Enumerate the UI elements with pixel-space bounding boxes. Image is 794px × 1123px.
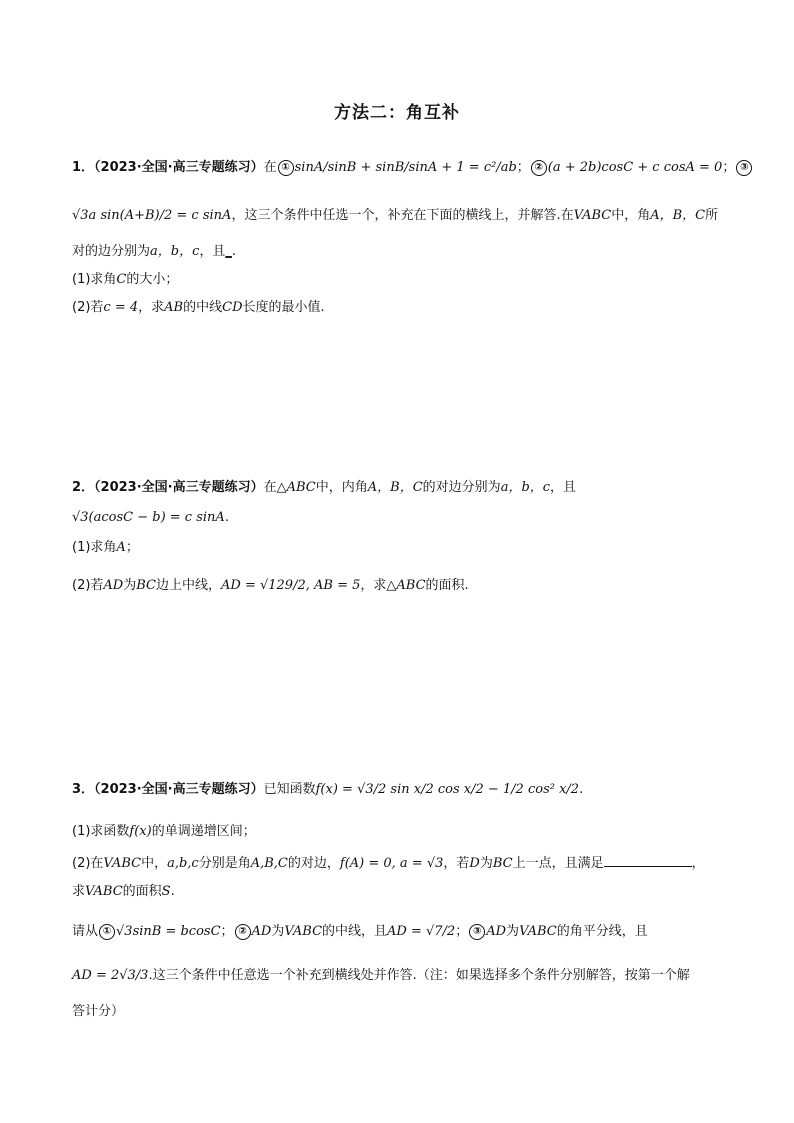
q2-part-2-mid2: 边上中线， xyxy=(156,578,222,593)
q3-option-3-seg: AD xyxy=(486,924,507,939)
q3-part-1 xyxy=(72,822,732,842)
q3-option-1: √3sinB = bcosC xyxy=(116,924,221,939)
q2-source: （2023·全国·高三专题练习） xyxy=(94,480,264,495)
q1-body-2: 中，角 xyxy=(611,208,651,223)
q1-option-2-marker: ② xyxy=(531,160,547,176)
q1-source: （2023·全国·高三专题练习） xyxy=(94,160,264,175)
q2-part-2-cond: AD = √129/2, AB = 5 xyxy=(221,578,361,593)
q3-part-2-g: 的对边， xyxy=(287,856,340,871)
q3-end-1: .这三个条件中任意选一个补充到横线处并作答.（注：如果选择多个条件分别解答，按第一个解 xyxy=(148,968,690,983)
q1-intro: 在 xyxy=(263,160,277,175)
q2-part-2-end: 的面积. xyxy=(425,578,469,593)
q1-part-2-cond: c = 4 xyxy=(103,300,139,315)
q3-part-2-a: (2)在 xyxy=(72,856,104,871)
q3-part-2-n: ， xyxy=(691,856,705,871)
q1-angles: A，B，C xyxy=(650,208,706,223)
q2-body-1: 中，内角 xyxy=(315,480,368,495)
q3-option-3-tri: VABC xyxy=(519,924,557,939)
q3-part-2-area: S xyxy=(161,884,171,899)
q2-condition: √3(acosC − b) = c sinA xyxy=(72,510,225,525)
q3-option-3-b: 为 xyxy=(506,924,520,939)
q1-part-1-text: (1)求角 xyxy=(72,272,117,287)
q1-body-2c: 所 xyxy=(705,208,719,223)
q3-function-end: . xyxy=(579,782,584,797)
q3-part-2-k: 为 xyxy=(479,856,493,871)
q1-condition-2: (a + 2b)cosC + c cosA = 0 xyxy=(547,160,723,175)
q1-line-2 xyxy=(72,206,732,226)
q2-part-2-tri: △ABC xyxy=(386,578,426,593)
q3-end-line-2 xyxy=(72,1002,732,1022)
q3-end-2: 答计分） xyxy=(72,1004,125,1019)
q2-intro: 在 xyxy=(263,480,277,495)
q1-sep-1: ； xyxy=(516,160,530,175)
q2-part-2 xyxy=(72,576,732,596)
q2-part-2-text: (2)若 xyxy=(72,578,104,593)
q3-intro: 已知函数 xyxy=(263,782,316,797)
q1-option-1-marker: ① xyxy=(278,160,294,176)
q3-option-3-marker: ③ xyxy=(469,924,485,940)
q2-part-1-text: (1)求角 xyxy=(72,540,117,555)
q1-triangle: VABC xyxy=(573,208,612,223)
q1-blank: _ xyxy=(225,244,232,259)
q2-part-1-end: ； xyxy=(125,540,139,555)
q3-part-2-e: 分别是角 xyxy=(198,856,251,871)
q1-number: 1． xyxy=(72,160,95,175)
q1-part-1-end: 的大小； xyxy=(126,272,179,287)
q3-option-2-b: 为 xyxy=(271,924,285,939)
q2-triangle: △ABC xyxy=(276,480,316,495)
q2-body-1c: 的对边分别为 xyxy=(422,480,501,495)
q1-part-2-mid: ，求 xyxy=(138,300,165,315)
q1-part-2-seg: AB xyxy=(164,300,184,315)
q2-sides: a，b，c xyxy=(500,480,551,495)
q3-option-2-cond: AD = √7/2 xyxy=(387,924,456,939)
q1-part-2-median: CD xyxy=(222,300,243,315)
q3-answer-blank xyxy=(604,854,692,867)
q2-part-1-var: A xyxy=(116,540,126,555)
q3-part-1-text: (1)求函数 xyxy=(72,824,130,839)
q3-part-1-end: 的单调递增区间； xyxy=(151,824,256,839)
q3-option-2-end: ； xyxy=(455,924,469,939)
q1-condition-3: √3a sin(A+B)/2 = c sinA xyxy=(72,208,232,223)
q2-body-1e: ，且 xyxy=(550,480,577,495)
q1-body-3: 对的边分别为 xyxy=(72,244,151,259)
q2-part-2-side: BC xyxy=(136,578,156,593)
q1-part-2-mid2: 的中线 xyxy=(183,300,223,315)
q2-part-2-mid3: ，求 xyxy=(360,578,387,593)
q1-part-2-text: (2)若 xyxy=(72,300,104,315)
q3-part-2-side: BC xyxy=(492,856,513,871)
q3-option-2-marker: ② xyxy=(235,924,251,940)
q3-function: f(x) = √3/2 sin x/2 cos x/2 − 1/2 cos² x/2 xyxy=(315,782,580,797)
q3-part-1-func: f(x) xyxy=(129,824,152,839)
q1-part-1 xyxy=(72,270,732,290)
q3-part-2-i: ，若 xyxy=(443,856,470,871)
q3-option-3-cond: AD = 2√3/3 xyxy=(72,968,149,983)
q1-sides: a，b，c xyxy=(150,244,200,259)
q1-part-1-var: C xyxy=(116,272,127,287)
q3-part-2-line-1 xyxy=(72,854,732,874)
q3-part-2-point: D xyxy=(469,856,480,871)
q3-end-line-1 xyxy=(72,966,732,986)
q1-condition-1: sinA/sinB + sinB/sinA + 1 = c²/ab xyxy=(294,160,517,175)
q3-option-3-d: 的角平分线，且 xyxy=(556,924,648,939)
q1-line-1 xyxy=(72,158,749,178)
q3-part-2-angles: A,B,C xyxy=(250,856,288,871)
q3-option-2-tri: VABC xyxy=(284,924,323,939)
q3-part-2-line-2 xyxy=(72,882,732,902)
q2-line-1 xyxy=(72,478,732,498)
q1-body-3e: . xyxy=(231,244,237,259)
q3-option-1-marker: ① xyxy=(99,924,115,940)
q3-part-2-q: 的面积 xyxy=(122,884,162,899)
q3-option-2-seg: AD xyxy=(251,924,272,939)
q3-option-2-d: 的中线，且 xyxy=(322,924,388,939)
q1-part-2-end: 长度的最小值. xyxy=(242,300,325,315)
q3-number: 3． xyxy=(72,782,95,797)
q3-part-2-sides: a,b,c xyxy=(167,856,199,871)
q3-part-2-cond: f(A) = 0, a = √3 xyxy=(339,856,444,871)
q3-part-2-tri: VABC xyxy=(103,856,142,871)
q2-part-2-mid: 为 xyxy=(123,578,137,593)
q2-line-2 xyxy=(72,508,732,528)
q1-option-3-marker: ③ xyxy=(736,160,752,176)
q3-choose: 请从 xyxy=(72,924,99,939)
q3-part-2-c: 中， xyxy=(141,856,168,871)
q2-condition-end: . xyxy=(224,510,229,525)
q2-number: 2． xyxy=(72,480,95,495)
q1-line-3 xyxy=(72,242,732,262)
q2-angles: A，B，C xyxy=(367,480,423,495)
q1-body-3c: ，且 xyxy=(199,244,226,259)
q3-line-1 xyxy=(72,780,732,800)
q3-source: （2023·全国·高三专题练习） xyxy=(94,782,264,797)
q1-part-2 xyxy=(72,298,732,318)
q1-sep-2: ； xyxy=(722,160,736,175)
q3-option-1-end: ； xyxy=(220,924,234,939)
q1-body-1: ，这三个条件中任选一个，补充在下面的横线上，并解答.在 xyxy=(231,208,574,223)
q3-part-2-o: 求 xyxy=(72,884,86,899)
q3-part-2-m: 上一点，且满足 xyxy=(512,856,604,871)
q2-part-1 xyxy=(72,538,732,558)
q3-part-2-tri-2: VABC xyxy=(85,884,123,899)
page-title: 方法二：角互补 xyxy=(334,103,460,123)
q3-options-line xyxy=(72,922,732,942)
q3-part-2-s: . xyxy=(170,884,175,899)
q2-part-2-seg: AD xyxy=(103,578,124,593)
